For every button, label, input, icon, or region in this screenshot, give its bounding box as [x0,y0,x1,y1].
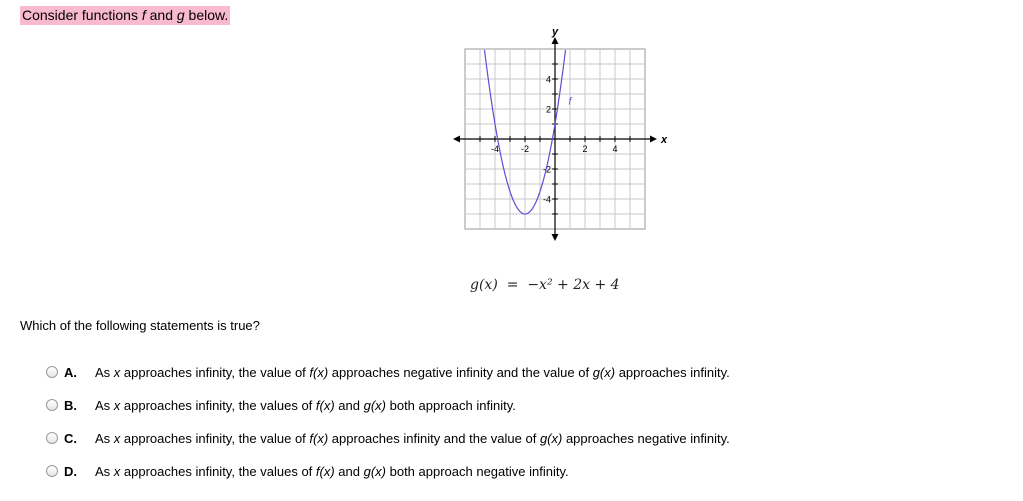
option-a-letter: A. [64,365,77,380]
question-text: Which of the following statements is true? [20,318,260,333]
header-g: g [176,7,185,23]
x-tick-label: -4 [490,144,500,154]
graph-svg [455,26,668,238]
option-b-letter: B. [64,398,77,413]
option-b-radio[interactable] [46,399,58,411]
option-d-radio[interactable] [46,465,58,477]
y-tick-label: -2 [542,164,551,175]
x-axis-arrow-right [650,136,657,143]
option-a-radio[interactable] [46,366,58,378]
function-graph [455,26,668,238]
x-axis-label: x [661,134,668,146]
x-tick-label: 2 [582,144,588,154]
instruction-header [20,6,230,25]
x-axis-arrow-left [453,136,460,143]
formula-rhs: −x² + 2x + 4 [527,277,620,293]
option-a[interactable] [46,364,730,397]
y-axis-arrow-up [552,37,559,44]
option-c[interactable] [46,430,730,463]
header-prefix: Consider functions [22,7,142,23]
x-tick-label: -2 [520,144,530,154]
curve-f-label: f [568,96,572,108]
y-axis-label: y [552,26,559,38]
formula-equals: = [506,277,519,293]
y-tick-label: -4 [542,194,551,205]
formula-lhs: g(x) [470,277,498,293]
header-suffix: below. [184,7,229,23]
header-f: f [141,7,146,23]
option-d[interactable] [46,463,730,496]
g-formula [470,277,620,293]
option-d-text: As x approaches infinity, the values of f(x) and g(x) both approach negative infinity. [95,464,569,479]
y-tick-label: 2 [545,104,551,115]
option-b[interactable] [46,397,730,430]
x-tick-label: 4 [612,144,618,154]
option-a-text: As x approaches infinity, the value of f(x) approaches negative infinity and the value of g(x) approaches infinity. [95,365,730,380]
option-c-radio[interactable] [46,432,58,444]
answer-options [46,364,730,496]
header-and: and [145,7,177,23]
option-d-letter: D. [64,464,77,479]
y-tick-label: 4 [545,74,551,85]
option-b-text: As x approaches infinity, the values of f(x) and g(x) both approach infinity. [95,398,516,413]
option-c-letter: C. [64,431,77,446]
y-axis-arrow-down [552,234,559,241]
option-c-text: As x approaches infinity, the value of f(x) approaches infinity and the value of g(x) approaches negative infinity. [95,431,730,446]
